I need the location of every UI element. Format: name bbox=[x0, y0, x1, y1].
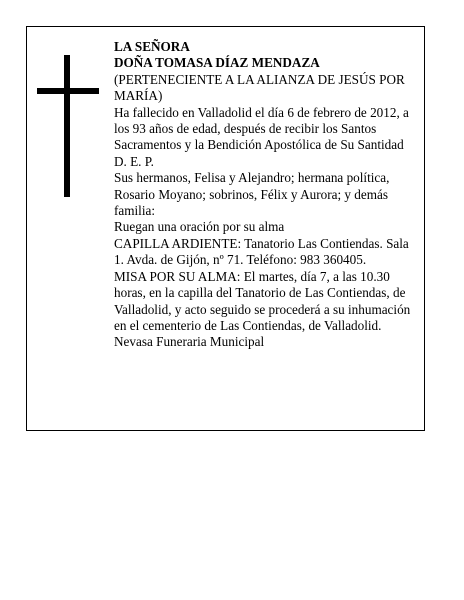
death-statement: Ha fallecido en Valladolid el día 6 de febrero de 2012, a los 93 años de edad, después de recibir los Santos Sacramentos y la Bendición Apostólica de Su Santidad bbox=[114, 104, 409, 153]
cross-icon bbox=[37, 55, 99, 197]
family-text: Sus hermanos, Felisa y Alejandro; hermana política, Rosario Moyano; sobrinos, Félix y Aurora; y demás familia: bbox=[114, 170, 390, 219]
funeral-home: Nevasa Funeraria Municipal bbox=[114, 334, 265, 350]
cross-vertical-bar bbox=[64, 55, 70, 197]
affiliation: (PERTENECIENTE A LA ALIANZA DE JESÚS POR MARÍA) bbox=[114, 71, 405, 104]
rip-text: D. E. P. bbox=[114, 153, 154, 169]
notice-text bbox=[114, 39, 419, 351]
chapel-info: CAPILLA ARDIENTE: Tanatorio Las Contiendas. Sala 1. Avda. de Gijón, nº 71. Teléfono: 983 360405. bbox=[114, 235, 409, 268]
notice-title: LA SEÑORA bbox=[114, 39, 190, 54]
cross-horizontal-bar bbox=[37, 88, 99, 94]
mass-info: MISA POR SU ALMA: El martes, día 7, a las 10.30 horas, en la capilla del Tanatorio de Las Contiendas, de Valladolid, y acto seguido se procederá a su inhumación en el cementerio de Las Contiendas, de Valladolid. bbox=[114, 268, 411, 333]
prayer-request: Ruegan una oración por su alma bbox=[114, 219, 285, 235]
deceased-name: DOÑA TOMASA DÍAZ MENDAZA bbox=[114, 55, 320, 71]
